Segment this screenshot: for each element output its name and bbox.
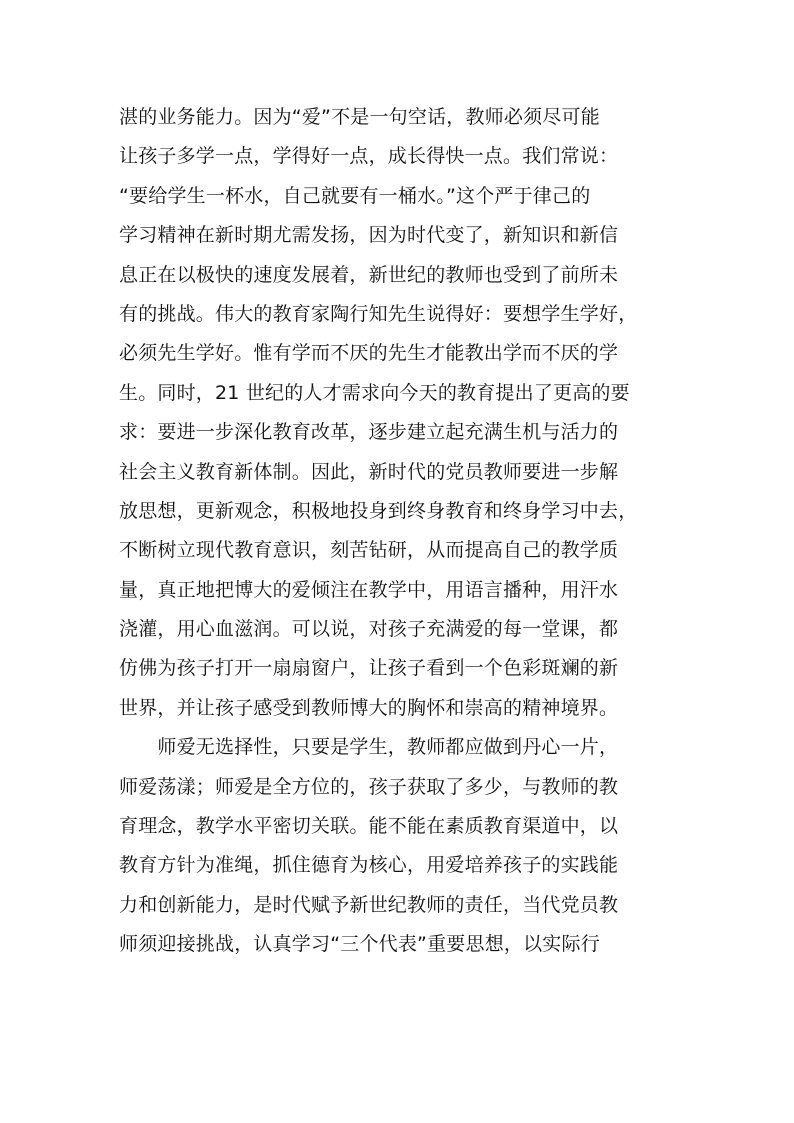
text-line: 必须先生学好。惟有学而不厌的先生才能教出学而不厌的学	[119, 342, 619, 365]
text-line: 社会主义教育新体制。因此，新时代的党员教师要进一步解	[119, 460, 619, 483]
text-line: 浇灌，用心血滋润。可以说，对孩子充满爱的每一堂课，都	[119, 618, 619, 641]
text-line: “要给学生一杯水，自己就要有一桶水。”这个严于律己的	[119, 184, 591, 207]
text-line: 学习精神在新时期尤需发扬，因为时代变了，新知识和新信	[119, 224, 619, 247]
body-text	[119, 98, 687, 965]
text-line: 生。同时，21 世纪的人才需求向今天的教育提出了更高的要	[119, 381, 630, 404]
text-line: 力和创新能力，是时代赋予新世纪教师的责任，当代党员教	[119, 893, 619, 916]
text-line: 仿佛为孩子打开一扇扇窗户，让孩子看到一个色彩斑斓的新	[119, 657, 619, 680]
text-line: 让孩子多学一点，学得好一点，成长得快一点。我们常说：	[119, 145, 619, 168]
text-line: 有的挑战。伟大的教育家陶行知先生说得好：要想学生学好，	[119, 302, 638, 325]
text-line: 求：要进一步深化教育改革，逐步建立起充满生机与活力的	[119, 421, 619, 444]
text-line: 师须迎接挑战，认真学习“三个代表”重要思想，以实际行	[119, 933, 600, 956]
text-line: 量，真正地把博大的爱倾注在教学中，用语言播种，用汗水	[119, 578, 619, 601]
text-line: 不断树立现代教育意识，刻苦钻研，从而提高自己的教学质	[119, 539, 619, 562]
text-line: 息正在以极快的速度发展着，新世纪的教师也受到了前所未	[119, 263, 619, 286]
text-line: 教育方针为准绳，抓住德育为核心，用爱培养孩子的实践能	[119, 854, 619, 877]
text-line: 师爱无选择性，只要是学生，教师都应做到丹心一片，	[119, 736, 619, 759]
text-line: 师爱荡漾；师爱是全方位的，孩子获取了多少，与教师的教	[119, 775, 619, 798]
text-line: 放思想，更新观念，积极地投身到终身教育和终身学习中去，	[119, 499, 638, 522]
text-line: 世界，并让孩子感受到教师博大的胸怀和崇高的精神境界。	[119, 696, 619, 719]
text-line: 湛的业务能力。因为“爱”不是一句空话，教师必须尽可能	[119, 106, 600, 128]
text-line: 育理念，教学水平密切关联。能不能在素质教育渠道中，以	[119, 815, 619, 838]
